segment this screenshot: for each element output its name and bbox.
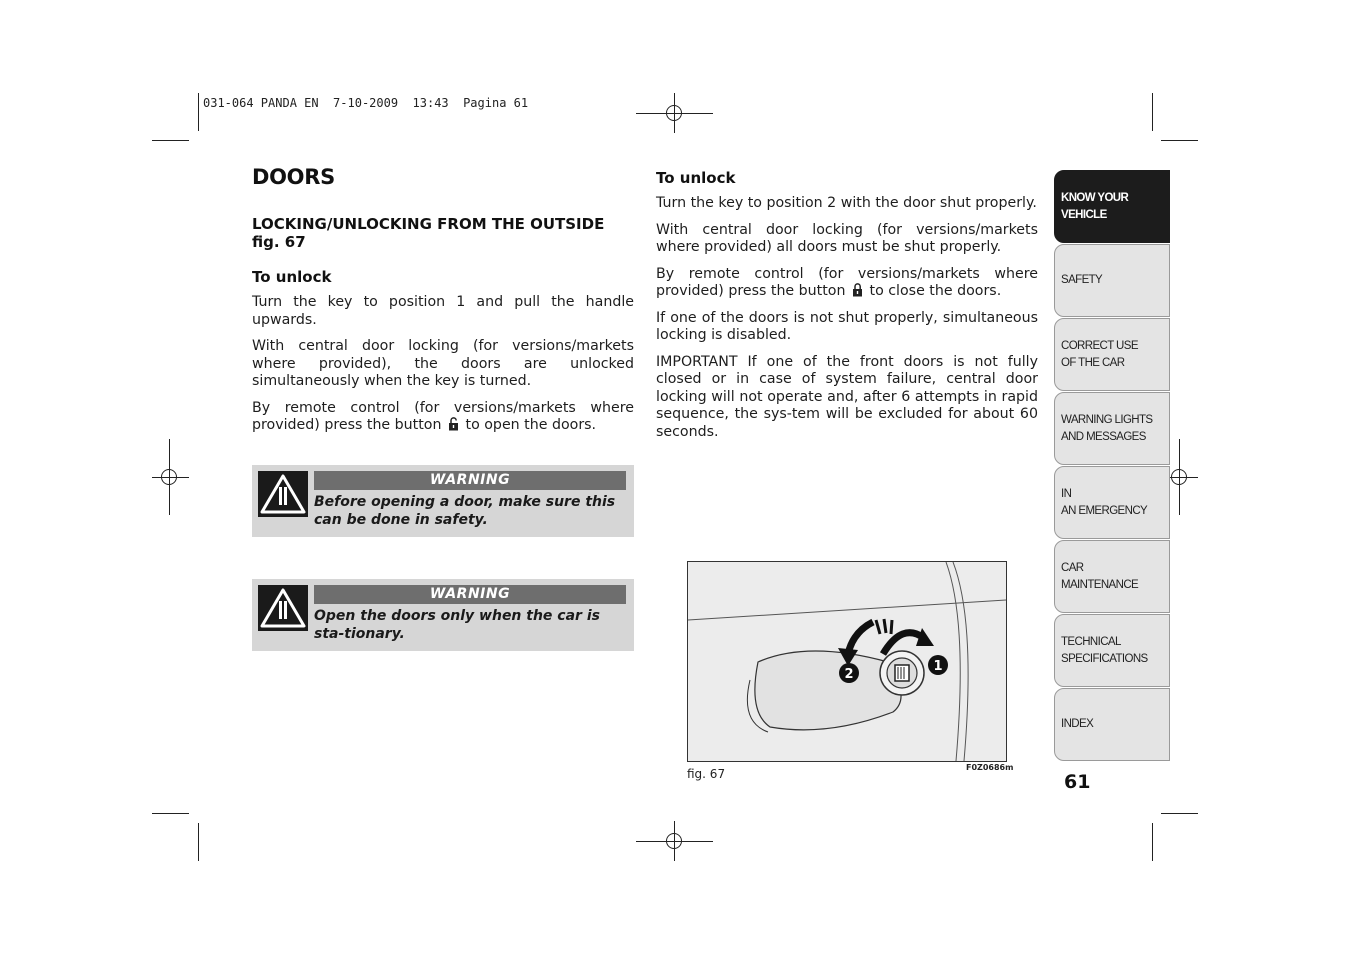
tab-technical-specifications[interactable] — [1054, 614, 1170, 687]
figure-caption: fig. 67 — [687, 767, 726, 781]
lock-button-icon — [852, 283, 863, 297]
left-subheading: To unlock — [252, 268, 332, 286]
warning-triangle-icon — [258, 471, 308, 517]
section-heading — [252, 215, 642, 251]
warning-text-1: Before opening a door, make sure this can be done in safety. — [314, 494, 616, 528]
left-paragraph-3 — [252, 400, 634, 435]
left-paragraph-3-start: By remote control (for versions/markets where provided) press the button — [252, 399, 634, 433]
right-paragraph-1: Turn the key to position 2 with the door shut properly. — [656, 195, 1037, 211]
warning-label-1: WARNING — [314, 471, 626, 490]
tab-warning-lights[interactable] — [1054, 392, 1170, 465]
left-paragraph-2: With central door locking (for versions/markets where provided), the doors are unlocked simultaneously when the key is turned. — [252, 338, 634, 389]
right-paragraph-2: With central door locking (for versions/markets where provided) all doors must be shut properly. — [656, 221, 1038, 255]
tab-label: CAR MAINTENANCE — [1061, 561, 1139, 591]
warning-box-1 — [252, 465, 634, 537]
section-heading-text: LOCKING/UNLOCKING FROM THE OUTSIDE — [252, 215, 605, 233]
position-label-2: 2 — [844, 667, 854, 682]
right-paragraph-3-end: to close the doors. — [869, 283, 1002, 299]
figure-reference: fig. 67 — [252, 233, 306, 251]
left-column — [252, 268, 634, 444]
tab-index[interactable] — [1054, 688, 1170, 761]
right-subheading: To unlock — [656, 169, 736, 187]
tab-know-your-vehicle[interactable] — [1054, 170, 1170, 243]
tab-label: TECHNICAL SPECIFICATIONS — [1061, 635, 1148, 665]
right-paragraph-4: If one of the doors is not shut properly, simultaneous locking is disabled. — [656, 309, 1038, 343]
right-paragraph-5: IMPORTANT If one of the front doors is not fully closed or in case of system failure, central door locking will not operate and, after 6 attempts in rapid sequence, the sys-tem will be excluded for about 60 seconds. — [656, 353, 1038, 440]
tab-label: KNOW YOUR VEHICLE — [1061, 191, 1129, 221]
tab-label: INDEX — [1061, 718, 1094, 730]
position-label-1: 1 — [933, 659, 943, 674]
chapter-tabs — [1054, 170, 1170, 762]
tab-label: CORRECT USE OF THE CAR — [1061, 339, 1138, 369]
warning-box-2 — [252, 579, 634, 651]
tab-label: WARNING LIGHTS AND MESSAGES — [1061, 413, 1153, 443]
tab-label: SAFETY — [1061, 274, 1103, 286]
tab-maintenance[interactable] — [1054, 540, 1170, 613]
right-paragraph-3 — [656, 266, 1038, 301]
warning-label-2: WARNING — [314, 585, 626, 604]
warning-text-2: Open the doors only when the car is sta-tionary. — [314, 608, 600, 642]
print-slug: 031-064 PANDA EN 7-10-2009 13:43 Pagina 61 — [203, 96, 529, 110]
page-title: DOORS — [252, 165, 335, 189]
tab-label: IN AN EMERGENCY — [1061, 487, 1148, 517]
page-number: 61 — [1064, 771, 1091, 793]
unlock-button-icon — [448, 417, 459, 431]
door-handle-illustration — [687, 561, 1007, 762]
left-paragraph-3-end: to open the doors. — [465, 417, 597, 433]
tab-correct-use[interactable] — [1054, 318, 1170, 391]
left-paragraph-1: Turn the key to position 1 and pull the handle upwards. — [252, 294, 634, 328]
warning-triangle-icon — [258, 585, 308, 631]
figure-code: F0Z0686m — [966, 763, 1014, 772]
tab-emergency[interactable] — [1054, 466, 1170, 539]
right-column — [656, 169, 1038, 450]
right-paragraph-3-start: By remote control (for versions/markets where provided) press the button — [656, 265, 1038, 299]
tab-safety[interactable] — [1054, 244, 1170, 317]
